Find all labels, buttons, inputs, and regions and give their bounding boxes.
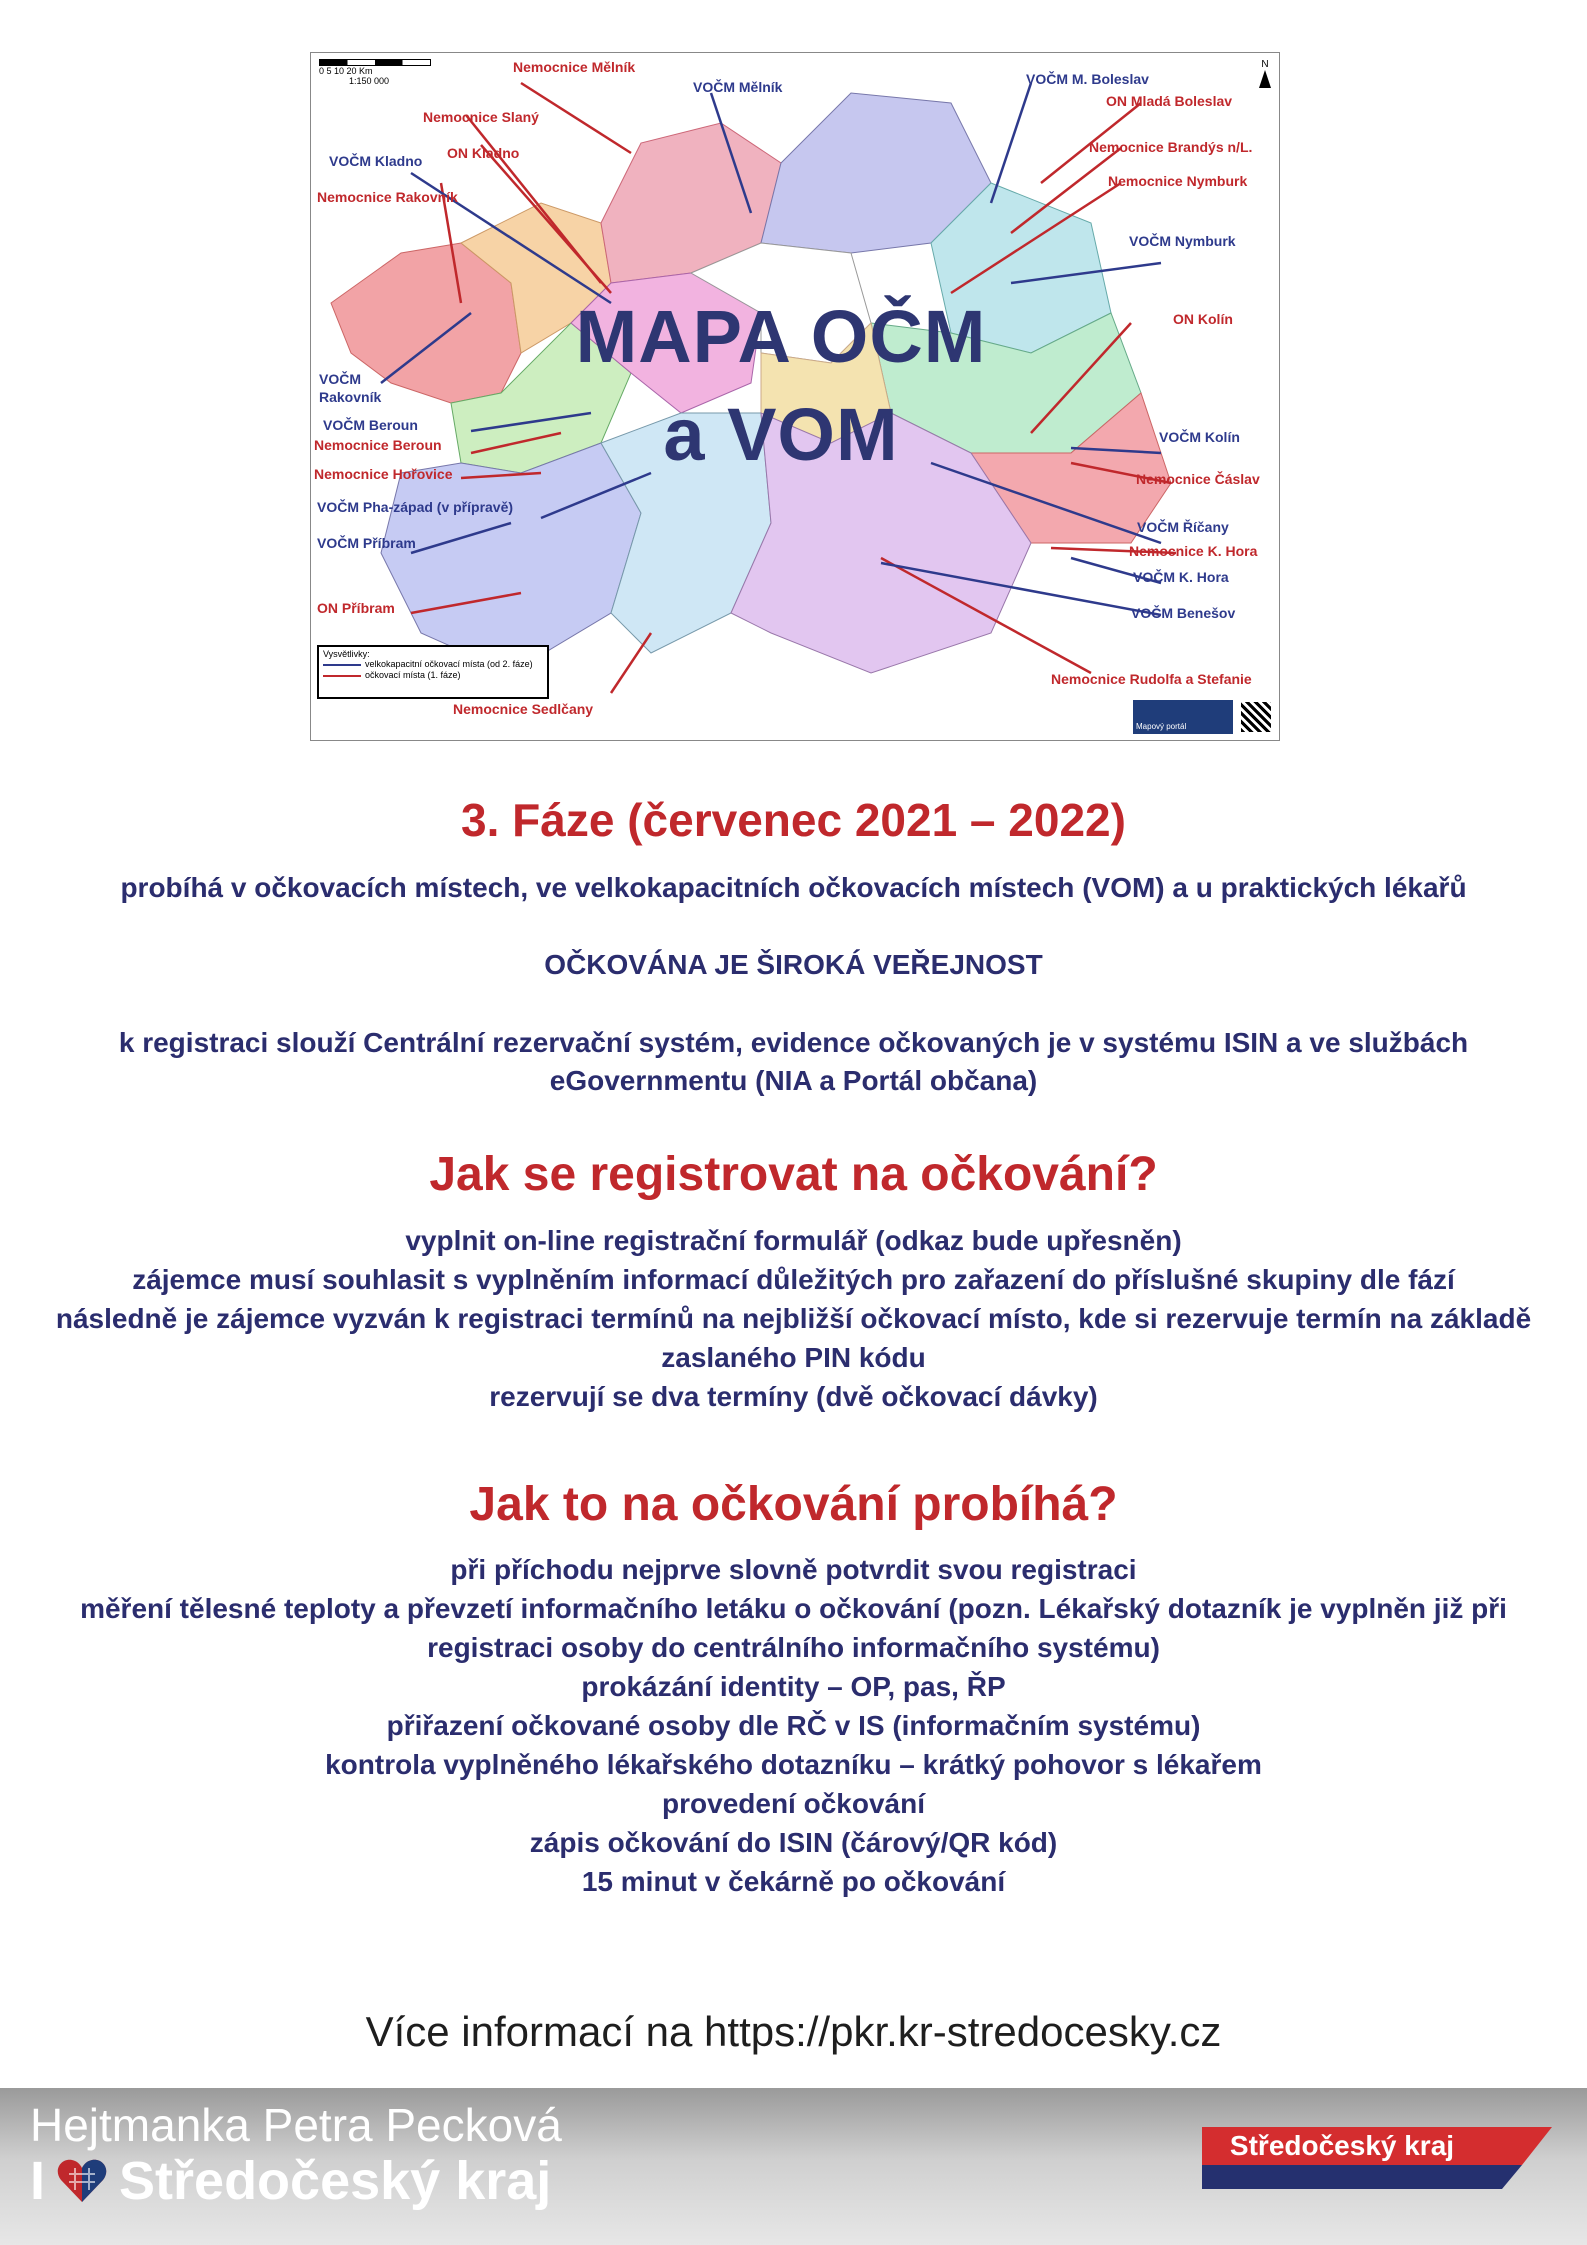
map-label: VOČM Nymburk xyxy=(1129,233,1236,249)
phase-line-3a: k registraci slouží Centrální rezervační systém, evidence očkovaných je v systému ISIN a ve službách xyxy=(118,1027,1469,1058)
phase-heading: 3. Fáze (červenec 2021 – 2022) xyxy=(461,794,1126,846)
process-line: kontrola vyplněného lékařského dotazníku – krátký pohovor s lékařem xyxy=(325,1749,1262,1780)
legend-blue-text: velkokapacitní očkovací místa (od 2. fáze) xyxy=(365,659,533,669)
process-line: při příchodu nejprve slovně potvrdit svou registraci xyxy=(450,1554,1137,1585)
process-line: provedení očkování xyxy=(662,1788,925,1819)
more-info-link[interactable]: Více informací na https://pkr.kr-stredocesky.cz xyxy=(365,2008,1222,2055)
map-label: VOČM Benešov xyxy=(1131,605,1236,621)
phase-line-3b: eGovernmentu (NIA a Portál občana) xyxy=(549,1065,1038,1096)
process-line: zápis očkování do ISIN (čárový/QR kód) xyxy=(529,1827,1058,1858)
map-portal-badge: Mapový portál xyxy=(1133,700,1233,734)
logo-text: Středočeský kraj xyxy=(1229,2130,1455,2161)
process-line: 15 minut v čekárně po očkování xyxy=(581,1866,1006,1897)
footer-brand xyxy=(30,2150,551,2212)
region-map xyxy=(310,52,1280,741)
qr-code-icon xyxy=(1241,702,1271,732)
map-label: Nemocnice Beroun xyxy=(314,437,442,453)
map-label: Nemocnice Čáslav xyxy=(1136,471,1260,487)
register-line: následně je zájemce vyzván k registraci termínů na nejbližší očkovací místo, kde si rezervuje termín na základě xyxy=(55,1303,1532,1334)
heart-icon xyxy=(55,2154,109,2208)
map-label: VOČM xyxy=(319,371,361,387)
brand-prefix: I xyxy=(30,2151,46,2211)
map-label: ON Kladno xyxy=(447,145,520,161)
brand-name: Středočeský kraj xyxy=(119,2151,552,2211)
kraj-logo[interactable] xyxy=(1202,2127,1552,2189)
map-label: Nemocnice K. Hora xyxy=(1129,543,1258,559)
legend-red-swatch xyxy=(323,675,361,677)
governor-name: Hejtmanka Petra Pecková xyxy=(30,2099,562,2151)
north-arrow-icon: N xyxy=(1259,59,1271,88)
map-label: Nemocnice Rudolfa a Stefanie xyxy=(1051,671,1252,687)
map-label: Nemocnice Nymburk xyxy=(1108,173,1248,189)
process-line: prokázání identity – OP, pas, ŘP xyxy=(581,1671,1006,1702)
map-label: Nemocnice Slaný xyxy=(423,109,539,125)
phase-line-2: OČKOVÁNA JE ŠIROKÁ VEŘEJNOST xyxy=(544,949,1043,980)
map-label: ON Kolín xyxy=(1173,311,1233,327)
map-label: ON Příbram xyxy=(317,600,395,616)
process-line: přiřazení očkované osoby dle RČ v IS (informačním systému) xyxy=(386,1710,1201,1741)
scale-bar xyxy=(319,59,431,86)
map-label: VOČM Beroun xyxy=(323,417,418,433)
map-title: MAPA OČM a VOM xyxy=(575,295,987,476)
map-label: VOČM Pha-západ (v přípravě) xyxy=(317,499,514,515)
map-label: VOČM Říčany xyxy=(1137,519,1229,535)
process-line: měření tělesné teploty a převzetí informačního letáku o očkování (pozn. Lékařský dotazník je vyplněn již při xyxy=(80,1593,1507,1624)
map-label: VOČM Kolín xyxy=(1159,429,1240,445)
map-label: Nemocnice Brandýs n/L. xyxy=(1089,139,1253,155)
map-label: Nemocnice Mělník xyxy=(513,59,636,75)
map-label: VOČM K. Hora xyxy=(1133,569,1229,585)
map-legend xyxy=(317,645,549,699)
process-line: registraci osoby do centrálního informačního systému) xyxy=(427,1632,1160,1663)
legend-title: Vysvětlivky: xyxy=(323,649,370,659)
register-line: rezervují se dva termíny (dvě očkovací dávky) xyxy=(489,1381,1098,1412)
register-line: zaslaného PIN kódu xyxy=(661,1342,926,1373)
map-label: VOČM Kladno xyxy=(329,153,423,169)
footer-bar xyxy=(0,2088,1587,2245)
map-label: VOČM Mělník xyxy=(693,79,783,95)
map-label: Rakovník xyxy=(319,389,382,405)
map-label: VOČM Příbram xyxy=(317,535,416,551)
legend-blue-swatch xyxy=(323,664,361,666)
process-heading: Jak to na očkování probíhá? xyxy=(469,1478,1118,1531)
register-line: vyplnit on-line registrační formulář (odkaz bude upřesněn) xyxy=(405,1225,1182,1256)
legend-red-text: očkovací místa (1. fáze) xyxy=(365,670,461,680)
map-label: ON Mladá Boleslav xyxy=(1106,93,1233,109)
scale-ratio: 1:150 000 xyxy=(349,76,390,86)
map-label: VOČM M. Boleslav xyxy=(1026,71,1149,87)
scale-text: 0 5 10 20 Km xyxy=(319,66,373,76)
register-heading: Jak se registrovat na očkování? xyxy=(429,1148,1158,1201)
register-line: zájemce musí souhlasit s vyplněním informací důležitých pro zařazení do příslušné skupiny dle fází xyxy=(132,1264,1455,1295)
map-label: Nemocnice Rakovník xyxy=(317,189,458,205)
map-label: Nemocnice Hořovice xyxy=(314,466,453,482)
phase-line-1: probíhá v očkovacích místech, ve velkokapacitních očkovacích místech (VOM) a u praktických lékařů xyxy=(120,872,1467,903)
map-label: Nemocnice Sedlčany xyxy=(453,701,594,717)
